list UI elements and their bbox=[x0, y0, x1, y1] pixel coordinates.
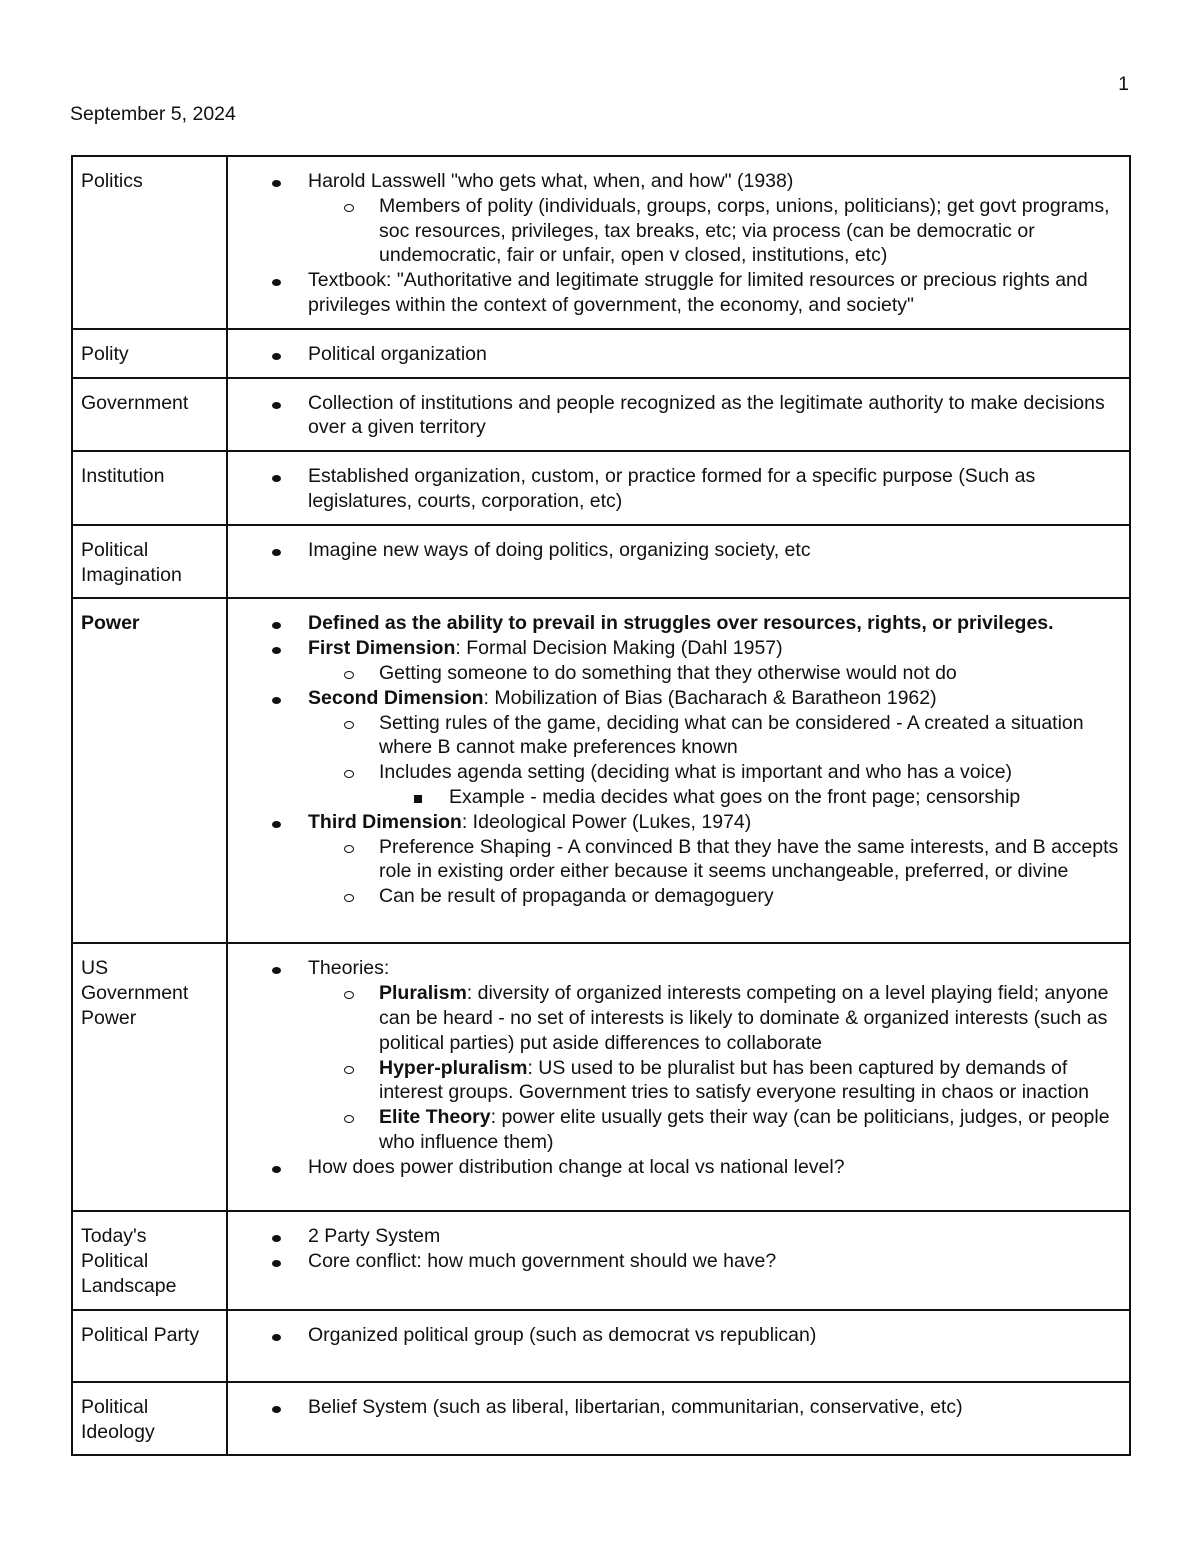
bold-term: Pluralism bbox=[379, 982, 467, 1005]
list-item bbox=[228, 956, 1119, 981]
list-item bbox=[228, 194, 1119, 268]
bullet-disc-icon bbox=[272, 622, 281, 629]
item-text: Setting rules of the game, deciding what can be considered - A created a situation where B cannot make preferences known bbox=[379, 711, 1084, 759]
list-item bbox=[228, 661, 1119, 686]
bullet-list bbox=[228, 538, 1119, 563]
term-cell: Power bbox=[72, 598, 227, 943]
bold-term: First Dimension bbox=[308, 637, 456, 660]
list-item bbox=[228, 884, 1119, 909]
list-item bbox=[228, 268, 1119, 318]
bullet-disc-icon bbox=[272, 967, 281, 974]
bullet-disc-icon bbox=[272, 697, 281, 704]
bullet-circle-icon bbox=[344, 894, 354, 902]
term-cell: Institution bbox=[72, 451, 227, 525]
definition-cell bbox=[227, 451, 1130, 525]
bullet-circle-icon bbox=[344, 1066, 354, 1074]
list-item bbox=[228, 1249, 1119, 1274]
bullet-disc-icon bbox=[272, 1166, 281, 1173]
item-text: Imagine new ways of doing politics, organizing society, etc bbox=[308, 538, 811, 561]
table-row bbox=[72, 378, 1130, 452]
term-cell: Government bbox=[72, 378, 227, 452]
bullet-circle-icon bbox=[344, 721, 354, 729]
definition-cell bbox=[227, 378, 1130, 452]
item-text: Getting someone to do something that they otherwise would not do bbox=[379, 661, 957, 684]
bold-term: Hyper-pluralism bbox=[379, 1056, 528, 1079]
bullet-disc-icon bbox=[272, 475, 281, 482]
bullet-disc-icon bbox=[272, 402, 281, 409]
item-text: Belief System (such as liberal, libertarian, communitarian, conservative, etc) bbox=[308, 1395, 963, 1418]
list-item bbox=[228, 810, 1119, 835]
bold-term: Elite Theory bbox=[379, 1106, 491, 1129]
list-item bbox=[228, 981, 1119, 1055]
list-item bbox=[228, 1395, 1119, 1420]
list-item bbox=[228, 342, 1119, 367]
term-cell: Political Ideology bbox=[72, 1382, 227, 1456]
list-item bbox=[228, 760, 1119, 785]
bullet-disc-icon bbox=[272, 180, 281, 187]
bold-term: Third Dimension bbox=[308, 810, 462, 833]
term-cell: Politics bbox=[72, 156, 227, 329]
definition-cell bbox=[227, 525, 1130, 599]
term-cell: Today's Political Landscape bbox=[72, 1211, 227, 1309]
definitions-table bbox=[71, 155, 1131, 1456]
bullet-list bbox=[228, 464, 1119, 514]
term-cell: Polity bbox=[72, 329, 227, 378]
item-text: : Mobilization of Bias (Bacharach & Baratheon 1962) bbox=[483, 686, 937, 709]
bullet-disc-icon bbox=[272, 821, 281, 828]
list-item bbox=[228, 835, 1119, 885]
document-date: September 5, 2024 bbox=[70, 103, 236, 125]
bullet-list bbox=[228, 1224, 1119, 1274]
item-text: Includes agenda setting (deciding what is important and who has a voice) bbox=[379, 761, 1013, 784]
item-text: : Ideological Power (Lukes, 1974) bbox=[461, 810, 752, 833]
bullet-disc-icon bbox=[272, 353, 281, 360]
item-text: Organized political group (such as democrat vs republican) bbox=[308, 1323, 817, 1346]
bullet-circle-icon bbox=[344, 770, 354, 778]
item-text: 2 Party System bbox=[308, 1225, 441, 1248]
definition-cell bbox=[227, 156, 1130, 329]
list-item bbox=[228, 464, 1119, 514]
bold-term: Second Dimension bbox=[308, 686, 484, 709]
item-text: : power elite usually gets their way (can be politicians, judges, or people who influence them) bbox=[379, 1106, 1110, 1153]
item-text: Harold Lasswell "who gets what, when, and how" (1938) bbox=[308, 170, 794, 192]
bullet-square-icon bbox=[414, 795, 422, 803]
bullet-list bbox=[228, 956, 1119, 1179]
table-row bbox=[72, 329, 1130, 378]
bullet-circle-icon bbox=[344, 1115, 354, 1123]
bullet-list bbox=[228, 611, 1119, 909]
definition-cell bbox=[227, 1382, 1130, 1456]
bullet-disc-icon bbox=[272, 1334, 281, 1341]
item-text: Textbook: "Authoritative and legitimate struggle for limited resources or precious rights and privileges within the context of government, the economy, and society" bbox=[308, 269, 1088, 316]
list-item bbox=[228, 686, 1119, 711]
item-text: Can be result of propaganda or demagoguery bbox=[379, 885, 774, 908]
bullet-circle-icon bbox=[344, 204, 354, 212]
definition-cell bbox=[227, 598, 1130, 943]
definition-cell bbox=[227, 943, 1130, 1211]
bold-term: Defined as the ability to prevail in struggles over resources, rights, or privileges. bbox=[308, 612, 1054, 635]
item-text: Core conflict: how much government should we have? bbox=[308, 1250, 777, 1273]
list-item bbox=[228, 1323, 1119, 1348]
bullet-disc-icon bbox=[272, 279, 281, 286]
bullet-disc-icon bbox=[272, 647, 281, 654]
bullet-circle-icon bbox=[344, 845, 354, 853]
bullet-list bbox=[228, 169, 1119, 318]
table-row bbox=[72, 1310, 1130, 1382]
table-row bbox=[72, 451, 1130, 525]
definition-cell bbox=[227, 1211, 1130, 1309]
list-item bbox=[228, 1155, 1119, 1180]
bullet-circle-icon bbox=[344, 991, 354, 999]
table-row bbox=[72, 525, 1130, 599]
item-text: Collection of institutions and people recognized as the legitimate authority to make decisions over a given territory bbox=[308, 391, 1105, 439]
list-item bbox=[228, 538, 1119, 563]
list-item bbox=[228, 785, 1119, 810]
item-text: : Formal Decision Making (Dahl 1957) bbox=[455, 637, 783, 660]
table-row bbox=[72, 943, 1130, 1211]
term-cell: Political Party bbox=[72, 1310, 227, 1382]
item-text: Theories: bbox=[308, 957, 390, 980]
list-item bbox=[228, 391, 1119, 441]
item-text: Example - media decides what goes on the front page; censorship bbox=[449, 785, 1021, 808]
list-item bbox=[228, 169, 1119, 194]
term-cell: US Government Power bbox=[72, 943, 227, 1211]
list-item bbox=[228, 1224, 1119, 1249]
bullet-list bbox=[228, 342, 1119, 367]
table-row bbox=[72, 1211, 1130, 1309]
bullet-list bbox=[228, 391, 1119, 441]
bullet-disc-icon bbox=[272, 1406, 281, 1413]
term-cell: Political Imagination bbox=[72, 525, 227, 599]
definition-cell bbox=[227, 1310, 1130, 1382]
bullet-list bbox=[228, 1323, 1119, 1348]
table-row bbox=[72, 1382, 1130, 1456]
list-item bbox=[228, 1105, 1119, 1155]
bullet-disc-icon bbox=[272, 1235, 281, 1242]
item-text: : US used to be pluralist but has been captured by demands of interest groups. Government tries to satisfy everyone resulting in chaos or inaction bbox=[379, 1056, 1089, 1104]
item-text: Political organization bbox=[308, 342, 487, 365]
list-item bbox=[228, 636, 1119, 661]
page-number: 1 bbox=[1118, 73, 1129, 95]
definitions-table-body bbox=[72, 156, 1130, 1455]
bullet-disc-icon bbox=[272, 549, 281, 556]
table-row bbox=[72, 156, 1130, 329]
list-item bbox=[228, 711, 1119, 761]
item-text: Preference Shaping - A convinced B that they have the same interests, and B accepts role in existing order either because it seems unchangeable, preferred, or divine bbox=[379, 835, 1119, 883]
definition-cell bbox=[227, 329, 1130, 378]
bullet-list bbox=[228, 1395, 1119, 1420]
item-text: Established organization, custom, or practice formed for a specific purpose (Such as legislatures, courts, corporation, etc) bbox=[308, 465, 1036, 512]
item-text: : diversity of organized interests competing on a level playing field; anyone can be heard - no set of interests is likely to dominate & organized interests (such as political parties) put aside differences to collaborate bbox=[379, 982, 1109, 1054]
bullet-disc-icon bbox=[272, 1260, 281, 1267]
bullet-circle-icon bbox=[344, 671, 354, 679]
table-row bbox=[72, 598, 1130, 943]
item-text: Members of polity (individuals, groups, corps, unions, politicians); get govt programs, soc resources, privileges, tax breaks, etc; via process (can be democratic or undemocratic, fair or unfair, open v closed, institutions, etc) bbox=[379, 194, 1110, 267]
item-text: How does power distribution change at local vs national level? bbox=[308, 1155, 845, 1178]
list-item bbox=[228, 611, 1119, 636]
list-item bbox=[228, 1056, 1119, 1106]
